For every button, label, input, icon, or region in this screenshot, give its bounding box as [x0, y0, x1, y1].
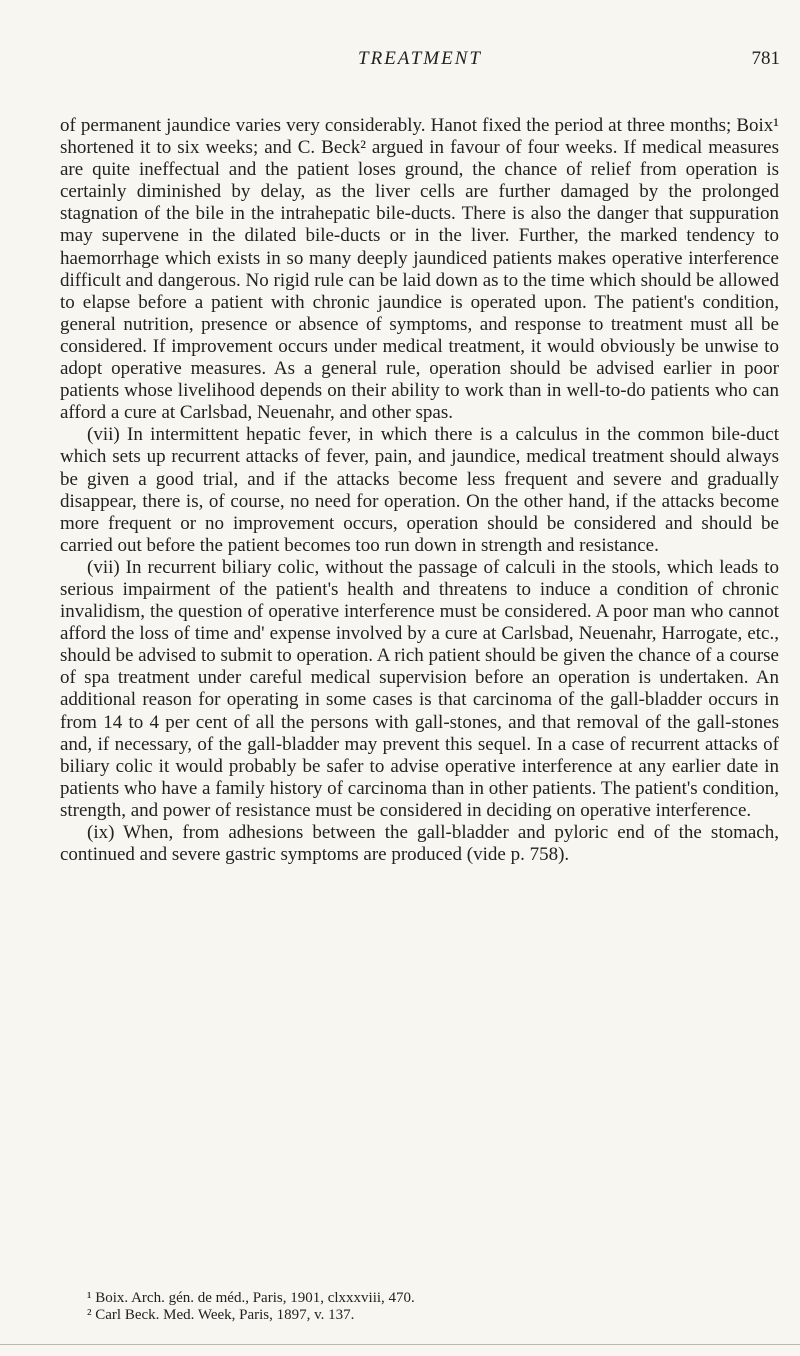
paragraph-intermittent-hepatic-fever: (vii) In intermittent hepatic fever, in which there is a calculus in the common bile-duct which sets up recurrent attacks of fever, pain, and jaundice, medical treatment should always be given a good trial, and if the attacks become less frequent and severe and gradually disappear, there is, of course, no need for operation. On the other hand, if the attacks become more frequent or no improvement occurs, operation should be considered and should be carried out before the patient becomes too run down in strength and resistance. — [60, 424, 779, 556]
footnote: ² Carl Beck. Med. Week, Paris, 1897, v. 137. — [87, 1307, 355, 1323]
paragraph-continuation: of permanent jaundice varies very considerably. Hanot fixed the period at three months; Boix¹ shortened it to six weeks; and C. Beck² argued in favour of four weeks. If medical measures are quite ineffectual and the patient loses ground, the chance of relief from operation is certainly diminished by delay, as the liver cells are further damaged by the prolonged stagnation of the bile in the intrahepatic bile-ducts. There is also the danger that suppuration may supervene in the dilated bile-ducts or in the liver. Further, the marked tendency to haemorrhage which exists in so many deeply jaundiced patients makes operative interference difficult and dangerous. No rigid rule can be laid down as to the time which should be allowed to elapse before a patient with chronic jaundice is operated upon. The patient's condition, general nutrition, presence or absence of symptoms, and response to treatment must all be considered. If improvement occurs under medical treatment, it would obviously be unwise to adopt operative measures. As a general rule, operation should be advised earlier in poor patients whose livelihood depends on their ability to work than in well-to-do patients who can afford a cure at Carlsbad, Neuenahr, and other spas. — [60, 115, 779, 424]
footnote: ¹ Boix. Arch. gén. de méd., Paris, 1901, clxxxviii, 470. — [87, 1290, 415, 1306]
page-number: 781 — [751, 48, 780, 69]
paragraph-recurrent-biliary-colic: (vii) In recurrent biliary colic, without the passage of calculi in the stools, which leads to serious impairment of the patient's health and threatens to induce a condition of chronic invalidism, the question of operative interference must be considered. A poor man who cannot afford the loss of time and' expense involved by a cure at Carlsbad, Neuenahr, Harrogate, etc., should be advised to submit to operation. A rich patient should be given the chance of a course of spa treatment under careful medical supervision before an operation is undertaken. An additional reason for operating in some cases is that carcinoma of the gall-bladder occurs in from 14 to 4 per cent of all the persons with gall-stones, and that removal of the gall-stones and, if necessary, of the gall-bladder may prevent this sequel. In a case of recurrent attacks of biliary colic it would probably be safer to advise operative interference at any earlier date in patients who have a family history of carcinoma than in other patients. The patient's condition, strength, and power of resistance must be considered in deciding on operative interference. — [60, 556, 779, 821]
page-edge-divider — [0, 1344, 800, 1345]
page-header — [60, 48, 780, 78]
body-text — [60, 115, 779, 866]
running-head: TREATMENT — [358, 48, 482, 69]
footnotes — [60, 1290, 779, 1324]
paragraph-adhesions: (ix) When, from adhesions between the gall-bladder and pyloric end of the stomach, continued and severe gastric symptoms are produced (vide p. 758). — [60, 822, 779, 866]
